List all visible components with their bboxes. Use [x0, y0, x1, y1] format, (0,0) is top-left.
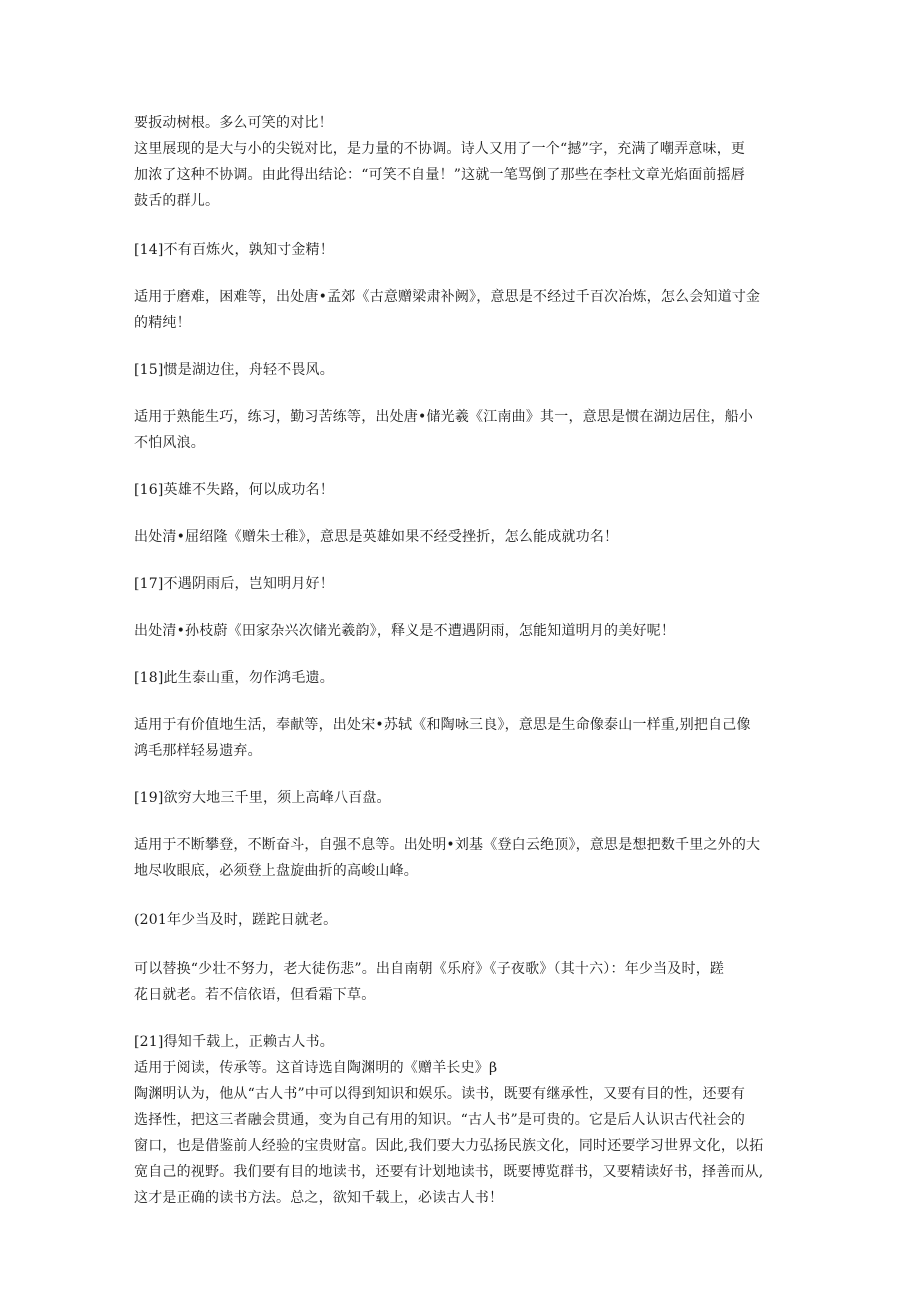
- text-line: 宽自己的视野。我们要有目的地读书，还要有计划地读书，既要博览群书，又要精读好书，择善而从,: [134, 1164, 764, 1180]
- quote-heading-19: [19]欲穷大地三千里，须上高峰八百盘。: [134, 790, 391, 806]
- document-page: [134, 110, 794, 1211]
- text-line: 这才是正确的读书方法。总之，欲知千载上，必读古人书！: [134, 1190, 504, 1206]
- text-line: 出处清•孙枝蔚《田家杂兴次储光羲韵》，释义是不遭遇阴雨，怎能知道明月的美好呢！: [134, 623, 676, 639]
- text-line: 适用于不断攀登，不断奋斗，自强不息等。出处明•刘基《登白云绝顶》，意思是想把数千里之外的大: [134, 837, 761, 853]
- paragraph: [134, 618, 794, 644]
- text-line: 陶渊明认为，他从“古人书”中可以得到知识和娱乐。读书，既要有继承性，又要有目的性，还要有: [134, 1086, 746, 1102]
- paragraph: [134, 110, 794, 214]
- paragraph: [134, 524, 794, 550]
- text-line: 适用于有价值地生活，奉献等，出处宋•苏轼《和陶咏三良》，意思是生命像泰山一样重,别把自己像: [134, 717, 751, 733]
- text-line: 选择性，把这三者融会贯通，变为自己有用的知识。“古人书”是可贵的。它是后人认识古代社会的: [134, 1112, 746, 1128]
- text-line: 鸿毛那样轻易遗弃。: [134, 743, 262, 759]
- quote-heading-14: [14]不有百炼火，孰知寸金精！: [134, 242, 334, 258]
- quote-heading-21: [21]得知千载上，正赖古人书。: [134, 1034, 334, 1050]
- text-line: 地尽收眼底，必须登上盘旋曲折的高峻山峰。: [134, 863, 418, 879]
- text-line: 的精纯！: [134, 315, 191, 331]
- text-line: 可以替换“少壮不努力，老大徒伤悲”。出自南朝《乐府》《子夜歌》（其十六）：年少当及时，蹉: [134, 961, 725, 977]
- text-line: 适用于熟能生巧，练习，勤习苦练等，出处唐•储光羲《江南曲》其一，意思是惯在湖边居住，船小: [134, 409, 754, 425]
- quote-heading-16: [16]英雄不失路，何以成功名！: [134, 482, 334, 498]
- text-line: 窗口，也是借鉴前人经验的宝贵财富。因此,我们要大力弘扬民族文化，同时还要学习世界文化，以拓: [134, 1138, 764, 1154]
- quote-heading-18: [18]此生泰山重，勿作鸿毛遗。: [134, 670, 334, 686]
- paragraph: [134, 956, 794, 1008]
- text-line: 鼓舌的群儿。: [134, 193, 220, 209]
- quote-heading-17: [17]不遇阴雨后，岂知明月好！: [134, 576, 334, 592]
- text-line: 适用于磨难，困难等，出处唐•孟郊《古意赠梁肃补阙》，意思是不经过千百次冶炼，怎么会知道寸金: [134, 289, 761, 305]
- text-line: 不怕风浪。: [134, 435, 205, 451]
- paragraph: [134, 284, 794, 336]
- paragraph: [134, 832, 794, 884]
- quote-heading-15: [15]惯是湖边住，舟轻不畏风。: [134, 362, 334, 378]
- quote-heading-20: (201年少当及时，蹉跎日就老。: [134, 912, 338, 928]
- paragraph: [134, 404, 794, 456]
- text-line: 要扳动树根。多么可笑的对比！: [134, 115, 333, 131]
- paragraph: [134, 1029, 794, 1211]
- text-line: 这里展现的是大与小的尖锐对比，是力量的不协调。诗人又用了一个“撼”字，充满了嘲弄意味，更: [134, 141, 746, 157]
- paragraph: [134, 712, 794, 764]
- text-line: 花日就老。若不信依语，但看霜下草。: [134, 987, 376, 1003]
- text-line: 加浓了这种不协调。由此得出结论：“可笑不自量！”这就一笔骂倒了那些在李杜文章光焰面前摇唇: [134, 167, 746, 183]
- text-line: 适用于阅读，传承等。这首诗选自陶渊明的《赠羊长史》β: [134, 1060, 498, 1076]
- text-line: 出处清•屈绍隆《赠朱士稚》，意思是英雄如果不经受挫折，怎么能成就功名！: [134, 529, 619, 545]
